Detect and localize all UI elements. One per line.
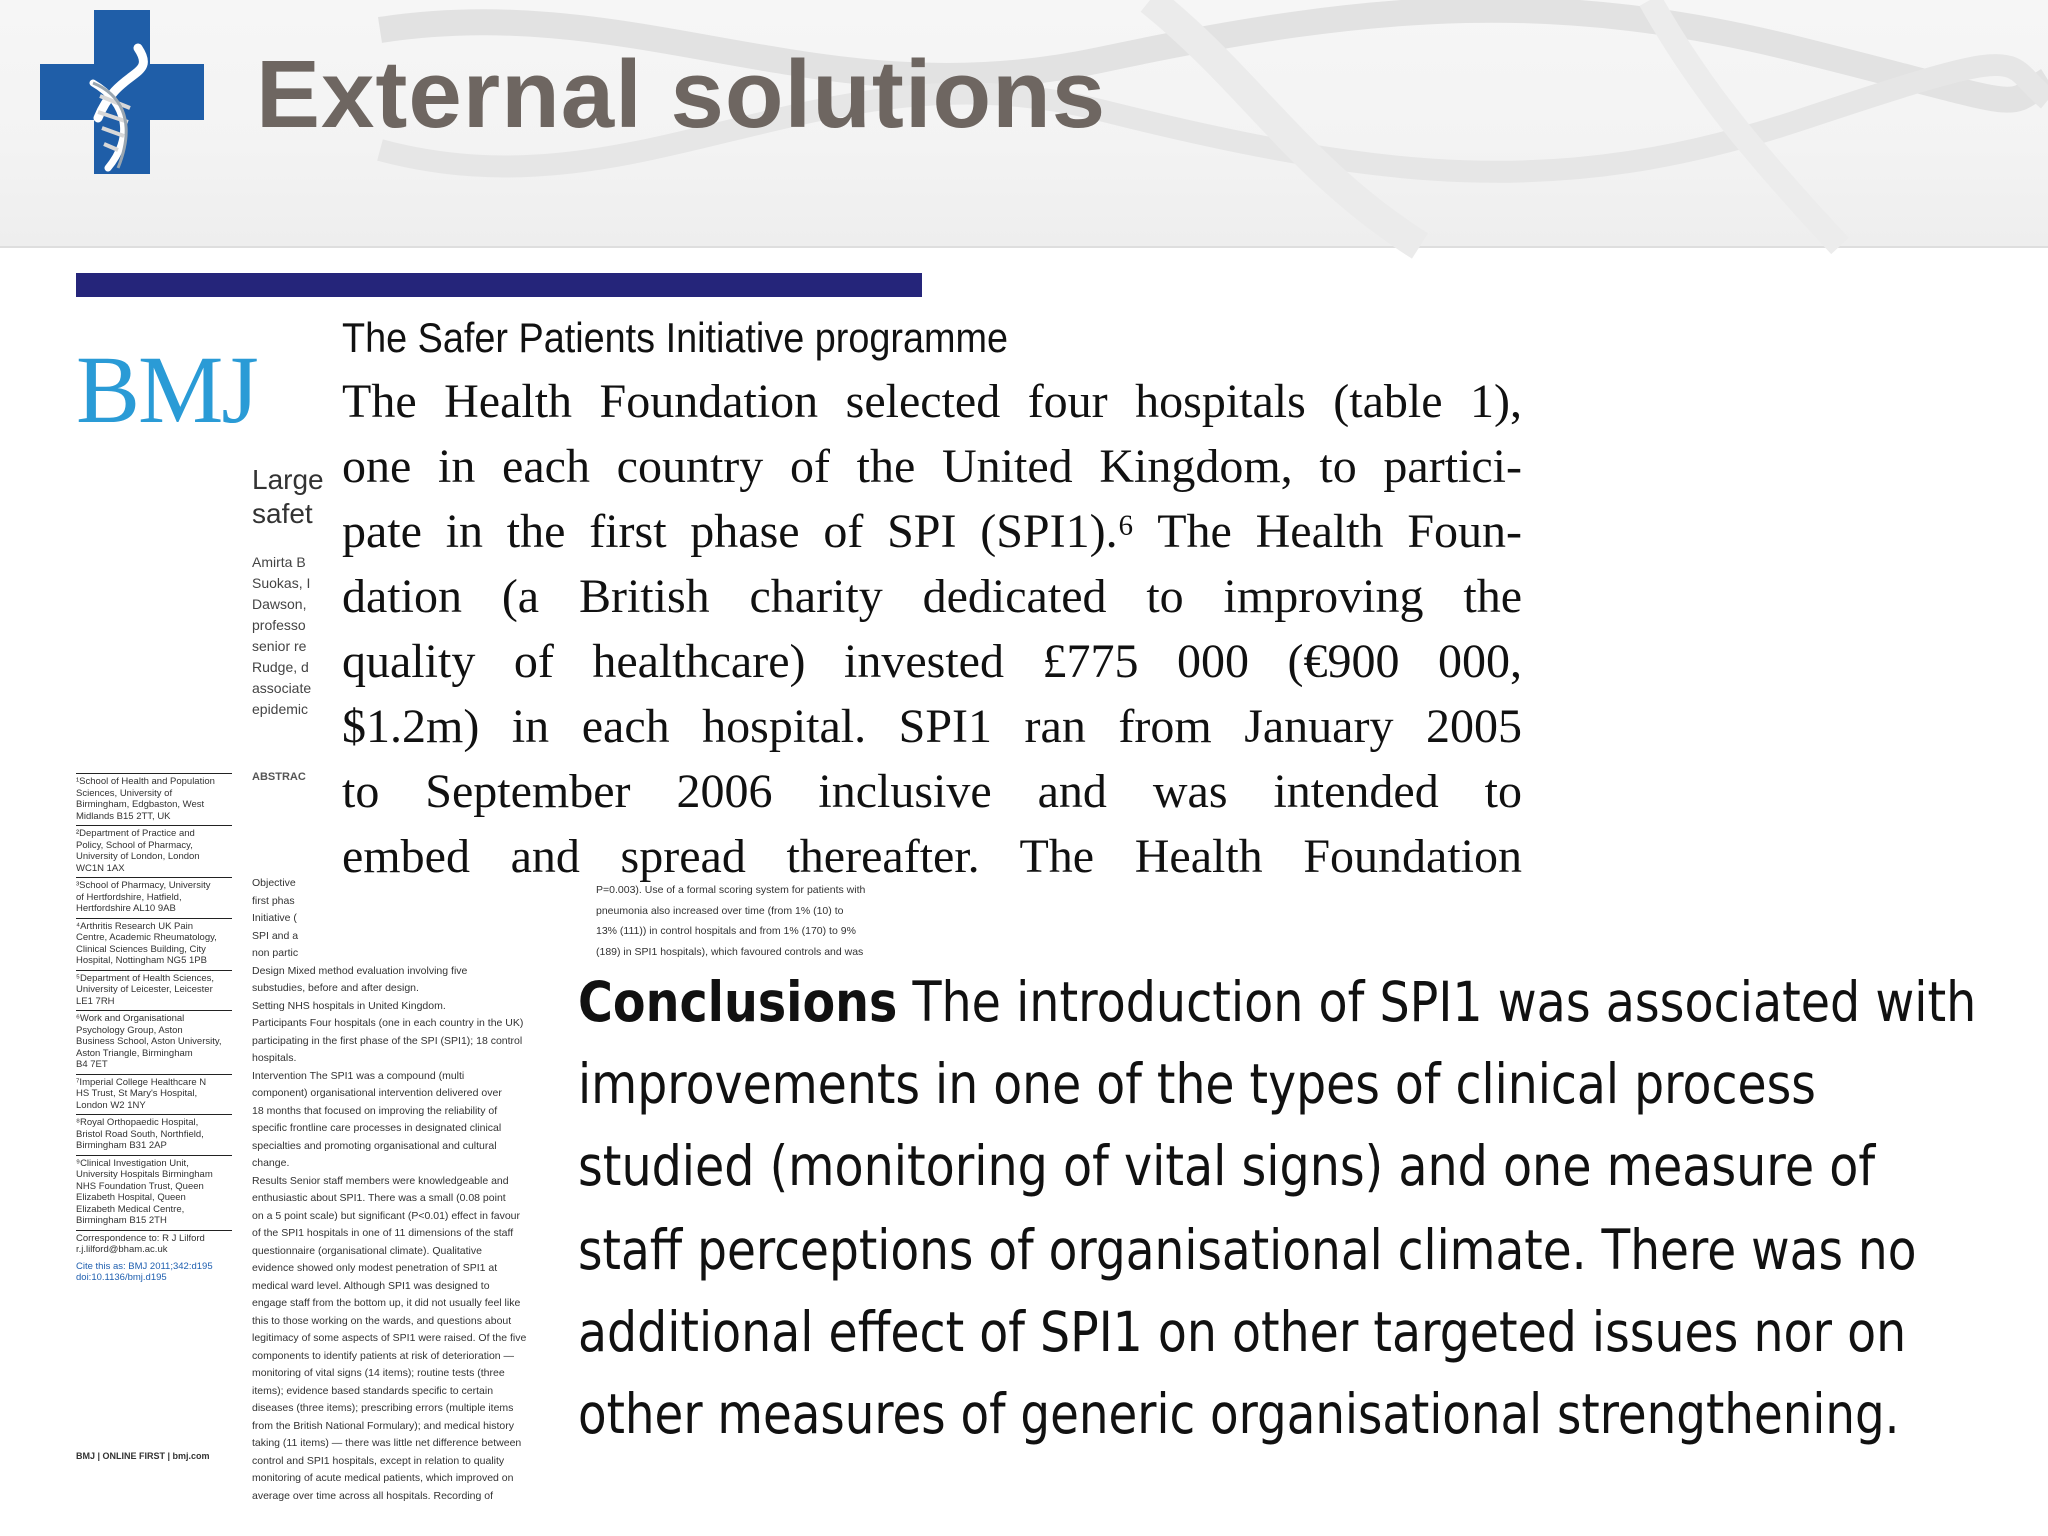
abstract-line: Setting NHS hospitals in United Kingdom. bbox=[252, 999, 446, 1012]
results-line: 13% (111)) in control hospitals and from 1% (170) to 9% bbox=[596, 925, 856, 937]
abstract-line: Participants Four hospitals (one in each country in the UK) bbox=[252, 1017, 524, 1029]
abstract-line: diseases (three items); prescribing errors (multiple items bbox=[252, 1402, 514, 1414]
article-authors bbox=[252, 552, 310, 720]
abstract-line: hospitals. bbox=[252, 1052, 297, 1064]
excerpt-line: embed and spread thereafter. The Health Foundation bbox=[342, 830, 1522, 883]
excerpt-line: one in each country of the United Kingdom, to partici- bbox=[342, 440, 1522, 493]
excerpt-line: quality of healthcare) invested £775 000 (€900 000, bbox=[342, 635, 1522, 688]
abstract-line: evidence showed only modest penetration of SPI1 at bbox=[252, 1262, 498, 1274]
abstract-line: specialties and promoting organisational and cultural bbox=[252, 1139, 497, 1152]
abstract-line: average over time across all hospitals. Recording of bbox=[252, 1489, 494, 1502]
abstract-line: Objective bbox=[252, 877, 296, 889]
abstract-line: specific frontline care processes in designated clinical bbox=[252, 1122, 502, 1134]
abstract-line: change. bbox=[252, 1157, 290, 1169]
abstract-line: engage staff from the bottom up, it did not usually feel like bbox=[252, 1297, 521, 1309]
abstract-line: monitoring of acute medical patients, which improved on bbox=[252, 1472, 514, 1484]
results-line: pneumonia also increased over time (from 1% (10) to bbox=[596, 904, 844, 917]
affiliation-entry: ²Department of Practice and Policy, School of Pharmacy, University of London, London WC1N 1AX bbox=[76, 825, 232, 877]
citation-note: Cite this as: BMJ 2011;342:d195 doi:10.1136/bmj.d195 bbox=[76, 1260, 213, 1283]
abstract-line: Results Senior staff members were knowledgeable and bbox=[252, 1174, 509, 1187]
abstract-line: enthusiastic about SPI1. There was a small (0.08 point bbox=[252, 1192, 506, 1204]
article-title-line: Large bbox=[252, 464, 324, 495]
author-line: Suokas, I bbox=[252, 575, 311, 591]
affiliation-entry: ⁸Royal Orthopaedic Hospital, Bristol Road South, Northfield, Birmingham B31 2AP bbox=[76, 1114, 232, 1155]
abstract-line: on a 5 point scale) but significant (P<0.01) effect in favour bbox=[252, 1209, 521, 1222]
abstract-line: component) organisational intervention delivered over bbox=[252, 1087, 502, 1099]
spi-excerpt bbox=[332, 306, 1524, 884]
abstract-line: legitimacy of some aspects of SPI1 were raised. Of the five bbox=[252, 1332, 527, 1344]
affiliation-entry: ⁴Arthritis Research UK Pain Centre, Academic Rheumatology, Clinical Sciences Building, City Hospital, Nottingham NG5 1PB bbox=[76, 918, 232, 970]
author-affiliations bbox=[76, 773, 232, 1287]
conclusions-line: other measures of generic organisational strengthening. bbox=[578, 1382, 1900, 1446]
abstract-line: first phas bbox=[252, 894, 295, 907]
slide-header bbox=[0, 0, 2048, 248]
article-title-line: safet bbox=[252, 498, 313, 529]
results-line: (189) in SPI1 hospitals), which favoured controls and was bbox=[596, 945, 864, 958]
conclusions-excerpt bbox=[570, 962, 2048, 1446]
abstract-line: of the SPI1 hospitals in one of 11 dimensions of the staff bbox=[252, 1227, 514, 1239]
author-line: associate bbox=[252, 680, 312, 696]
journal-logo: BMJ bbox=[76, 336, 257, 443]
abstract-line: SPI and a bbox=[252, 929, 299, 942]
abstract-line: medical ward level. Although SPI1 was designed to bbox=[252, 1279, 490, 1292]
affiliation-entry: ⁵Department of Health Sciences, University of Leicester, Leicester LE1 7RH bbox=[76, 970, 232, 1011]
excerpt-line: pate in the first phase of SPI (SPI1).⁶ The Health Foun- bbox=[342, 505, 1522, 558]
slide-title: External solutions bbox=[256, 41, 1107, 148]
author-line: senior re bbox=[252, 638, 307, 654]
page-footer: BMJ | ONLINE FIRST | bmj.com bbox=[76, 1451, 210, 1461]
author-line: Amirta B bbox=[252, 554, 306, 570]
excerpt-line: dation (a British charity dedicated to improving the bbox=[342, 570, 1522, 623]
conclusions-line: studied (monitoring of vital signs) and one measure of bbox=[578, 1134, 1876, 1198]
abstract-line: Intervention The SPI1 was a compound (multi bbox=[252, 1069, 465, 1082]
article-title bbox=[252, 463, 324, 531]
excerpt-heading: The Safer Patients Initiative programme bbox=[342, 314, 1009, 361]
conclusions-label: Conclusions bbox=[578, 970, 898, 1034]
abstract-line: substudies, before and after design. bbox=[252, 982, 419, 994]
excerpt-line: to September 2006 inclusive and was intended to bbox=[342, 765, 1522, 818]
abstract-line: 18 months that focused on improving the reliability of bbox=[252, 1104, 498, 1117]
author-line: epidemic bbox=[252, 701, 309, 717]
affiliation-entry: ⁶Work and Organisational Psychology Group, Aston Business School, Aston University, Aston Triangle, Birmingham B4 7ET bbox=[76, 1010, 232, 1074]
excerpt-line: $1.2m) in each hospital. SPI1 ran from January 2005 bbox=[342, 700, 1522, 753]
abstract-line: participating in the first phase of the SPI (SPI1); 18 control bbox=[252, 1034, 523, 1047]
excerpt-line: The Health Foundation selected four hospitals (table 1), bbox=[342, 375, 1522, 428]
author-line: Rudge, d bbox=[252, 659, 309, 675]
abstract-column bbox=[252, 875, 562, 1505]
abstract-line: questionnaire (organisational climate). Qualitative bbox=[252, 1244, 482, 1257]
conclusions-line: staff perceptions of organisational climate. There was no bbox=[578, 1218, 1917, 1282]
affiliation-entry: ⁷Imperial College Healthcare N HS Trust, St Mary's Hospital, London W2 1NY bbox=[76, 1074, 232, 1115]
abstract-line: monitoring of vital signs (14 items); routine tests (three bbox=[252, 1367, 505, 1379]
abstract-line: non partic bbox=[252, 947, 299, 959]
abstract-line: Initiative ( bbox=[252, 912, 297, 924]
medical-cross-dna-icon bbox=[38, 8, 206, 176]
conclusions-line: additional effect of SPI1 on other targeted issues nor on bbox=[578, 1300, 1907, 1364]
abstract-line: Design Mixed method evaluation involving five bbox=[252, 964, 468, 977]
abstract-line: this to those working on the wards, and questions about bbox=[252, 1314, 512, 1327]
author-line: professo bbox=[252, 617, 306, 633]
excerpt-body bbox=[342, 374, 1522, 894]
abstract-line: control and SPI1 hospitals, except in relation to quality bbox=[252, 1454, 505, 1467]
affiliation-entry: ¹School of Health and Population Sciences, University of Birmingham, Edgbaston, West Midlands B15 2TT, UK bbox=[76, 773, 232, 825]
abstract-line: from the British National Formulary); and medical history bbox=[252, 1419, 515, 1432]
abstract-line: taking (11 items) — there was little net difference between bbox=[252, 1437, 522, 1449]
results-line: P=0.003). Use of a formal scoring system for patients with bbox=[596, 884, 866, 896]
abstract-line: items); evidence based standards specific to certain bbox=[252, 1384, 494, 1397]
conclusions-line bbox=[578, 970, 1976, 1034]
conclusions-line: improvements in one of the types of clinical process bbox=[578, 1052, 1816, 1116]
abstract-heading: ABSTRAC bbox=[252, 771, 306, 783]
affiliation-entry: ⁹Clinical Investigation Unit, University Hospitals Birmingham NHS Foundation Trust, Queen Elizabeth Hospital, Queen Elizabeth Medical Centre, Birmingham B15 2TH bbox=[76, 1155, 232, 1230]
affiliation-entry: Correspondence to: R J Lilford r.j.lilford@bham.ac.uk bbox=[76, 1230, 232, 1259]
accent-bar bbox=[76, 273, 922, 297]
conclusions-line-text: The introduction of SPI1 was associated with bbox=[897, 970, 1977, 1034]
abstract-line: components to identify patients at risk of deterioration — bbox=[252, 1349, 515, 1362]
affiliation-entry: ³School of Pharmacy, University of Hertfordshire, Hatfield, Hertfordshire AL10 9AB bbox=[76, 877, 232, 918]
author-line: Dawson, bbox=[252, 596, 307, 612]
